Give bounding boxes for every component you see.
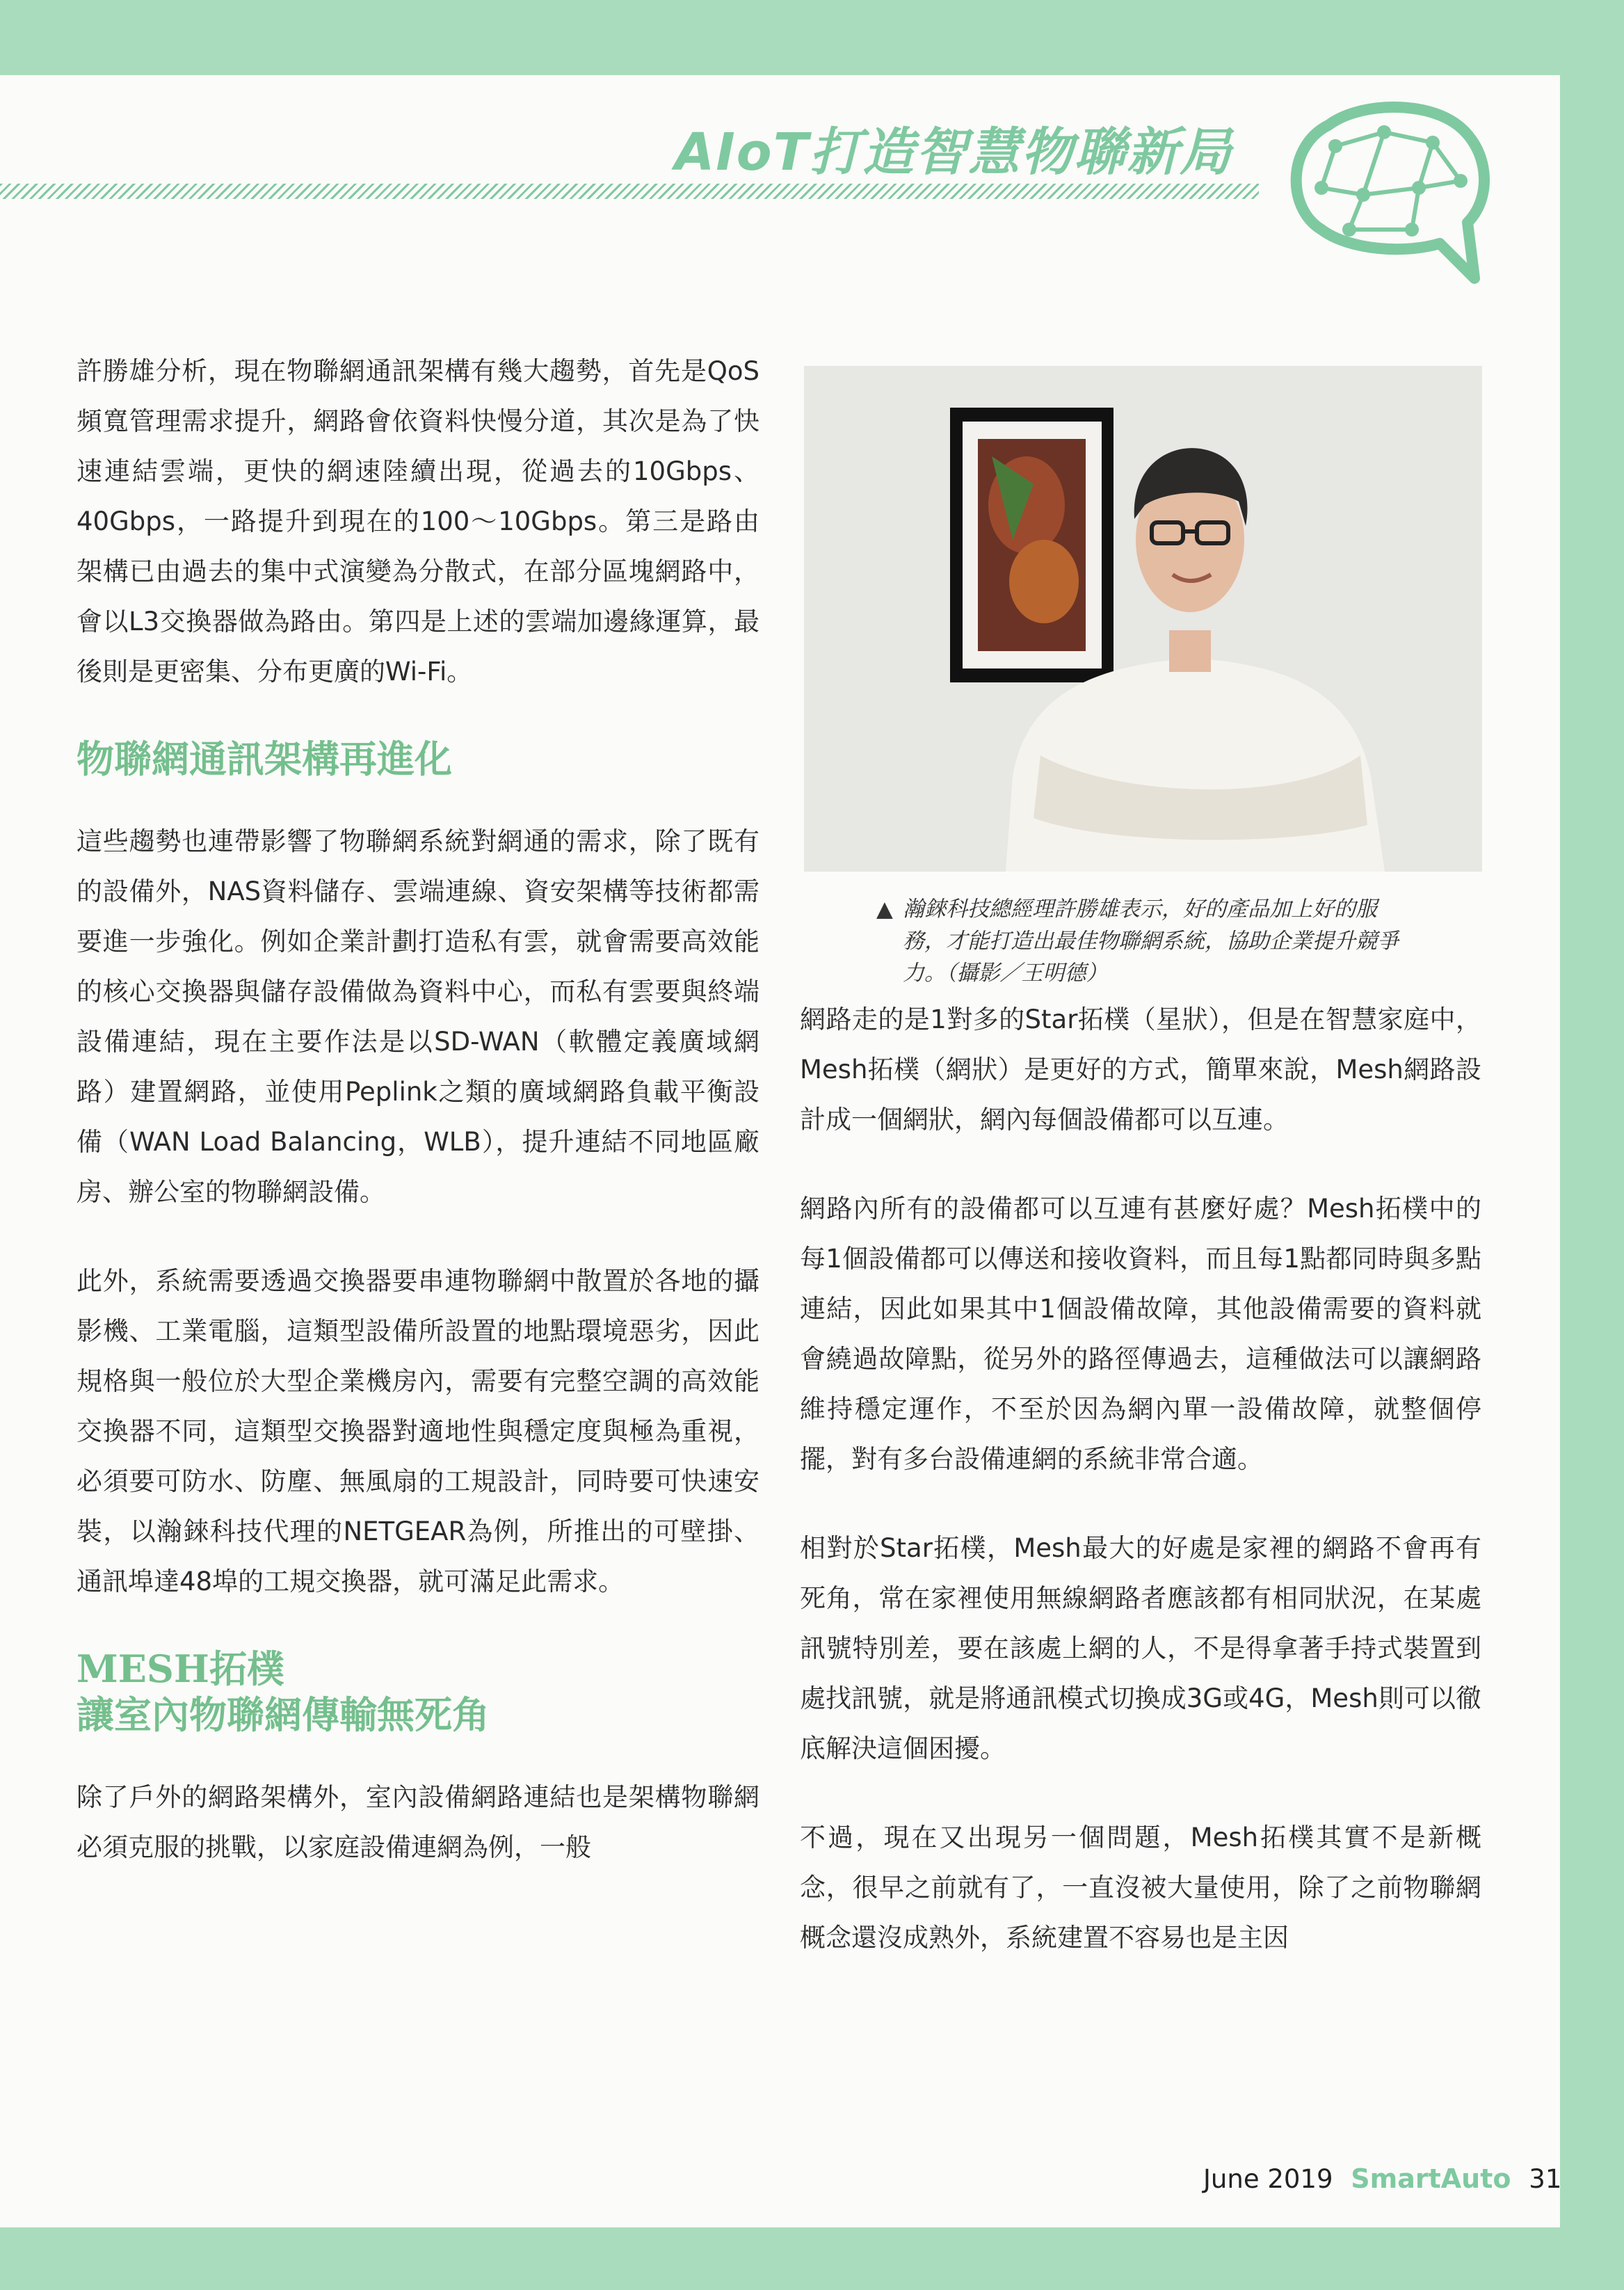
photo-caption: [876, 893, 1417, 989]
section2-heading-line1: MESH拓樸: [77, 1647, 284, 1691]
right-paragraph-3: 相對於Star拓樸，Mesh最大的好處是家裡的網路不會再有死角，常在家裡使用無線網路者應該都有相同狀況，在某處訊號特別差，要在該處上網的人，不是得拿著手持式裝置到處找訊號，就是將通訊模式切換成3G或4G，Mesh則可以徹底解決這個困擾。: [800, 1533, 1481, 1763]
right-paragraph-1: 網路走的是1對多的Star拓樸（星狀），但是在智慧家庭中，Mesh拓樸（網狀）是更好的方式，簡單來說，Mesh網路設計成一個網狀，網內每個設備都可以互連。: [800, 1004, 1481, 1135]
section2-paragraph-1: 除了戶外的網路架構外，室內設備網路連結也是架構物聯網必須克服的挑戰，以家庭設備連網為例，一般: [77, 1782, 759, 1862]
right-paragraph-4: 不過，現在又出現另一個問題，Mesh拓樸其實不是新概念，很早之前就有了，一直沒被大量使用，除了之前物聯網概念還沒成熟外，系統建置不容易也是主因: [800, 1823, 1481, 1953]
section1-paragraph-2: 此外，系統需要透過交換器要串連物聯網中散置於各地的攝影機、工業電腦，這類型設備所設置的地點環境惡劣，因此規格與一般位於大型企業機房內，需要有完整空調的高效能交換器不同，這類型交換器對適地性與穩定度與極為重視，必須要可防水、防塵、無風扇的工規設計，同時要可快速安裝，以瀚錸科技代理的NETGEAR為例，所推出的可壁掛、通訊埠達48埠的工規交換器，就可滿足此需求。: [77, 1266, 759, 1596]
section1-paragraph-1: 這些趨勢也連帶影響了物聯網系統對網通的需求，除了既有的設備外，NAS資料儲存、雲端連線、資安架構等技術都需要進一步強化。例如企業計劃打造私有雲，就會需要高效能的核心交換器與儲存設備做為資料中心，而私有雲要與終端設備連結，現在主要作法是以SD-WAN（軟體定義廣域網路）建置網路，並使用Peplink之類的廣域網路負載平衡設備（WAN Load Balancing，WLB），提升連結不同地區廠房、辦公室的物聯網設備。: [77, 826, 759, 1207]
page-footer: [1203, 2163, 1561, 2194]
header-hatched-rule: [0, 184, 1259, 199]
right-paragraph-2: 網路內所有的設備都可以互連有甚麼好處？Mesh拓樸中的每1個設備都可以傳送和接收資料，而且每1點都同時與多點連結，因此如果其中1個設備故障，其他設備需要的資料就會繞過故障點，從另外的路徑傳過去，這種做法可以讓網路維持穩定運作，不至於因為網內單一設備故障，就整個停擺，對有多台設備連網的系統非常合適。: [800, 1194, 1481, 1474]
section2-heading: [77, 1646, 759, 1738]
section1-heading: 物聯網通訊架構再進化: [77, 737, 452, 781]
footer-magazine: SmartAuto: [1351, 2163, 1511, 2194]
section2-heading-line2: 讓室內物聯網傳輸無死角: [77, 1692, 490, 1737]
caption-text: 瀚錸科技總經理許勝雄表示，好的產品加上好的服務，才能打造出最佳物聯網系統，協助企業提升競爭力。（攝影／王明德）: [903, 897, 1399, 986]
left-column: [77, 346, 759, 1912]
brain-network-icon: [1280, 90, 1502, 299]
header-title: AIoT打造智慧物聯新局: [675, 122, 1233, 182]
right-column: [800, 995, 1481, 2002]
intro-paragraph: 許勝雄分析，現在物聯網通訊架構有幾大趨勢，首先是QoS頻寬管理需求提升，網路會依資料快慢分道，其次是為了快速連結雲端，更快的網速陸續出現，從過去的10Gbps、40Gbps，一路提升到現在的100～10Gbps。第三是路由架構已由過去的集中式演變為分散式，在部分區塊網路中，會以L3交換器做為路由。第四是上述的雲端加邊緣運算，最後則是更密集、分布更廣的Wi-Fi。: [77, 356, 759, 687]
caption-triangle-icon: ▲: [876, 897, 893, 922]
portrait-photo: [804, 366, 1482, 872]
footer-page-number: 31: [1529, 2164, 1562, 2194]
footer-issue: June 2019: [1203, 2164, 1333, 2194]
